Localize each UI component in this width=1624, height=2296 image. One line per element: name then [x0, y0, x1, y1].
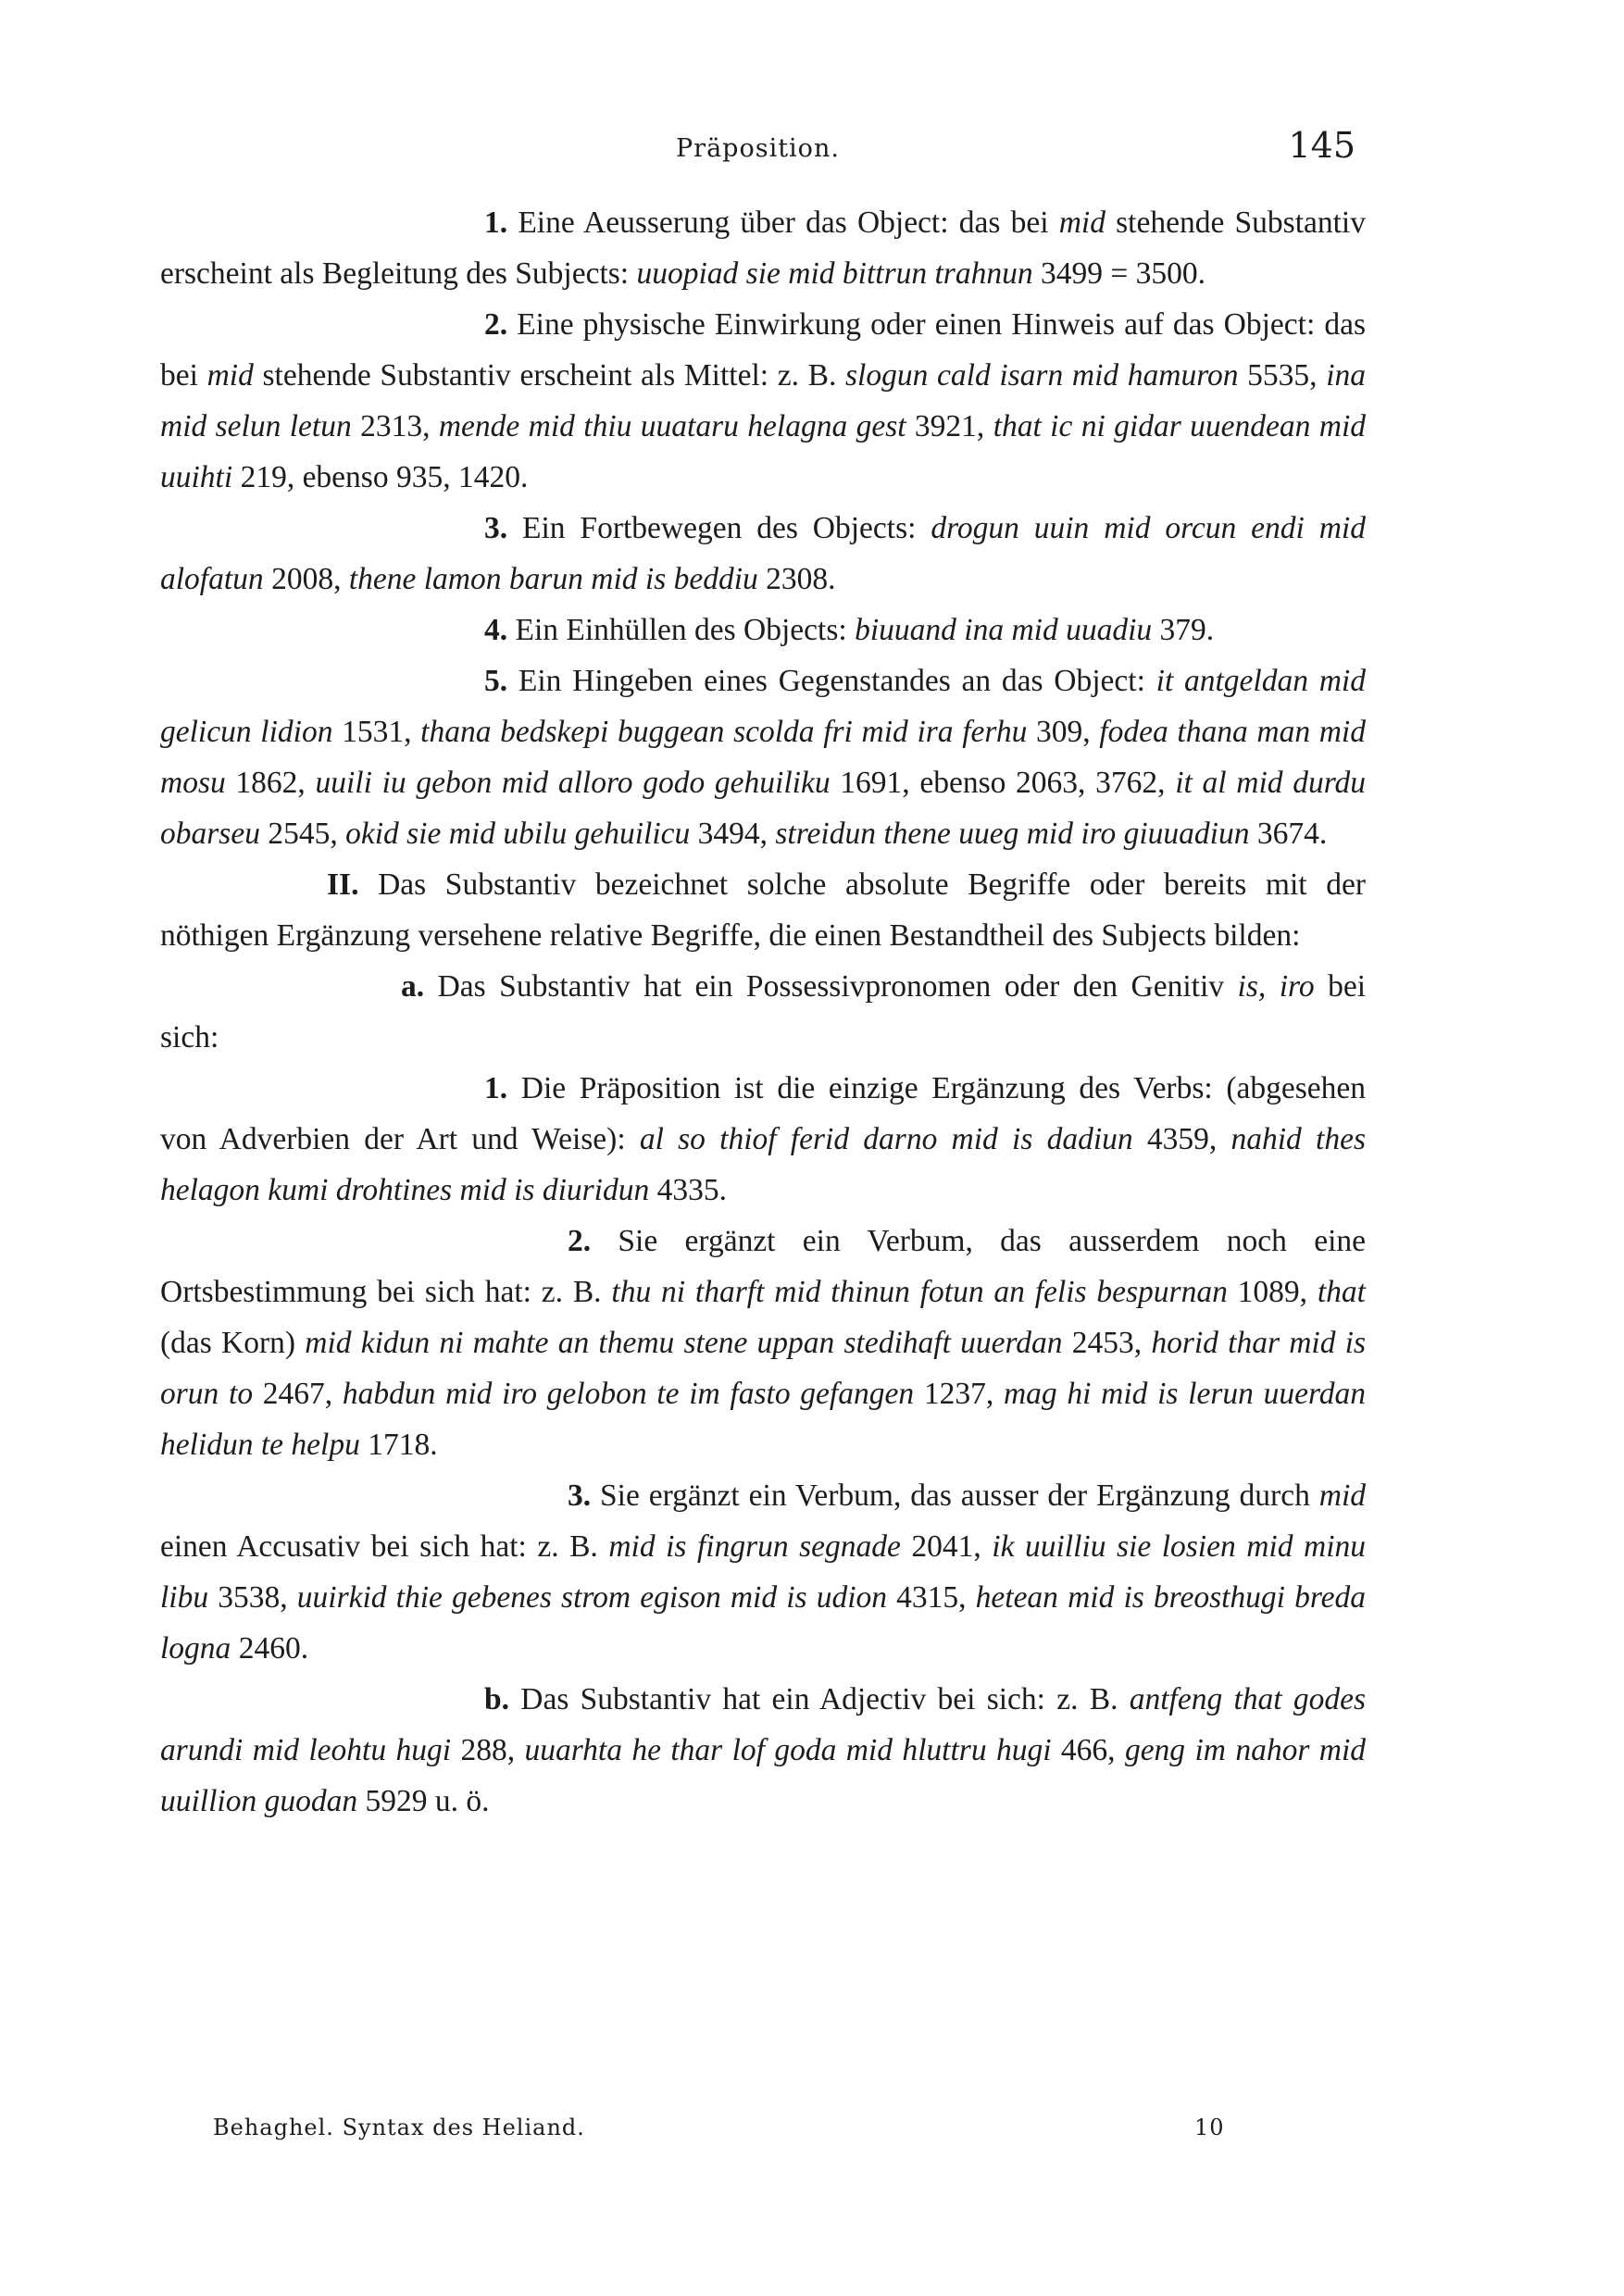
paragraph-text: 3921, — [906, 409, 993, 443]
paragraph-text: Ein Hingeben eines Gegenstandes an das Object: — [507, 664, 1156, 698]
paragraph-number: 2. — [568, 1224, 592, 1258]
paragraph-text: 379. — [1152, 613, 1215, 647]
citation-text: streidun thene uueg mid iro giuuadiun — [775, 817, 1250, 851]
paragraph-text: 2041, — [900, 1529, 993, 1564]
paragraph-number: a. — [401, 969, 425, 1004]
citation-text: drogun uuin mid orcun endi mid alofatun — [160, 511, 1366, 596]
paragraph-8 — [160, 1063, 1366, 1216]
paragraph-number: b. — [484, 1682, 510, 1716]
paragraph-text: 2008, — [263, 562, 349, 596]
citation-text: mid — [1318, 1479, 1366, 1513]
paragraph-text: 4359, — [1132, 1122, 1231, 1156]
paragraph-text: 309, — [1027, 715, 1100, 749]
citation-text: slogun cald isarn mid hamuron — [845, 358, 1239, 393]
citation-text: thene lamon barun mid is beddiu — [348, 562, 758, 596]
paragraph-text: 4315, — [887, 1580, 976, 1615]
paragraph-3 — [160, 503, 1366, 605]
paragraph-text: einen Accusativ bei sich hat: z. B. — [160, 1529, 609, 1564]
citation-text: al so thiof ferid darno mid is dadiun — [639, 1122, 1133, 1156]
citation-text: mag hi mid is lerun uuerdan helidun te helpu — [160, 1377, 1367, 1462]
citation-text: hetean mid is breosthugi breda logna — [160, 1580, 1367, 1666]
paragraph-text: (das Korn) — [160, 1326, 306, 1360]
paragraph-text: Ein Fortbewegen des Objects: — [507, 511, 931, 545]
citation-text: horid thar mid is orun to — [160, 1326, 1366, 1411]
paragraph-4 — [160, 605, 1366, 655]
paragraph-7 — [160, 961, 1366, 1063]
paragraph-text: 288, — [451, 1733, 525, 1767]
paragraph-text: 2467, — [253, 1377, 343, 1411]
page-number: 145 — [1288, 125, 1355, 166]
citation-text: it antgeldan mid gelicun lidion — [160, 664, 1366, 749]
citation-text: geng im nahor mid uuillion guodan — [160, 1733, 1367, 1818]
sheet-number: 10 — [1194, 2115, 1225, 2140]
paragraph-text: bei sich: — [160, 969, 1367, 1054]
paragraph-1 — [160, 197, 1366, 299]
paragraph-text: Sie ergänzt ein Verbum, das ausserdem noch eine Ortsbestimmung bei sich hat: z. B. — [160, 1224, 1366, 1309]
paragraph-text: Das Substantiv bezeichnet solche absolute Begriffe oder bereits mit der nöthigen Ergänzung versehene relative Begriffe, die einen Bestandtheil des Subjects bilden: — [160, 867, 1366, 953]
citation-text: it al mid durdu obarseu — [160, 766, 1366, 851]
citation-text: mende mid thiu uuataru helagna gest — [438, 409, 906, 443]
paragraph-text: Die Präposition ist die einzige Ergänzung des Verbs: (abgesehen von Adverbien der Art und Weise): — [160, 1071, 1366, 1156]
paragraph-text: 1718. — [359, 1428, 438, 1462]
paragraph-text: 2460. — [231, 1631, 309, 1666]
paragraph-text: Sie ergänzt ein Verbum, das ausser der Ergänzung durch — [591, 1479, 1319, 1513]
paragraph-10 — [160, 1470, 1366, 1674]
running-head — [0, 125, 1624, 181]
paragraph-5 — [160, 655, 1366, 859]
paragraph-text: Eine Aeusserung über das Object: das bei — [507, 206, 1059, 240]
citation-text: mid — [206, 358, 254, 393]
citation-text: thu ni tharft mid thinun fotun an felis bespurnan — [611, 1275, 1228, 1309]
paragraph-text: stehende Substantiv erscheint als Begleitung des Subjects: — [160, 206, 1366, 291]
paragraph-11 — [160, 1674, 1366, 1827]
paragraph-6 — [160, 859, 1366, 961]
paragraph-text: 3674. — [1249, 817, 1328, 851]
paragraph-text: 1531, — [332, 715, 421, 749]
paragraph-text: Das Substantiv hat ein Possessivpronomen oder den Genitiv — [424, 969, 1238, 1004]
paragraph-text: 1237, — [914, 1377, 1004, 1411]
citation-text: uuili iu gebon mid alloro godo gehuiliku — [315, 766, 831, 800]
citation-text: is, iro — [1237, 969, 1315, 1004]
paragraph-text: 2308. — [757, 562, 836, 596]
footer — [213, 2115, 1231, 2152]
paragraph-2 — [160, 299, 1366, 503]
paragraph-text: 3499 = 3500. — [1032, 256, 1206, 291]
paragraph-text: 1691, ebenso 2063, 3762, — [830, 766, 1176, 800]
paragraph-text: Das Substantiv hat ein Adjectiv bei sich: z. B. — [509, 1682, 1130, 1716]
paragraph-text: 2453, — [1062, 1326, 1152, 1360]
paragraph-text: 1089, — [1227, 1275, 1318, 1309]
paragraph-text: 5929 u. ö. — [357, 1784, 490, 1818]
paragraph-text: 3494, — [690, 817, 776, 851]
running-head-title: Präposition. — [676, 134, 840, 163]
paragraph-number: 4. — [484, 613, 508, 647]
paragraph-text: 466, — [1051, 1733, 1125, 1767]
paragraph-text: Eine physische Einwirkung oder einen Hinweis auf das Object: das bei — [160, 307, 1366, 393]
citation-text: thana bedskepi buggean scolda fri mid ira ferhu — [420, 715, 1028, 749]
citation-text: biuuand ina mid uuadiu — [855, 613, 1153, 647]
signature-line: Behaghel. Syntax des Heliand. — [213, 2115, 585, 2140]
citation-text: that ic ni gidar uuendean mid uuihti — [160, 409, 1367, 494]
citation-text: uuarhta he thar lof goda mid hluttru hugi — [524, 1733, 1052, 1767]
paragraph-number: 1. — [484, 206, 508, 240]
paragraph-text: 5535, — [1238, 358, 1327, 393]
citation-text: antfeng that godes arundi mid leohtu hugi — [160, 1682, 1366, 1767]
citation-text: nahid thes helagon kumi drohtines mid is diuridun — [160, 1122, 1366, 1207]
paragraph-number: 1. — [484, 1071, 508, 1105]
citation-text: mid kidun ni mahte an themu stene uppan stedihaft uuerdan — [305, 1326, 1063, 1360]
citation-text: ik uuilliu sie losien mid minu libu — [160, 1529, 1367, 1615]
citation-text: okid sie mid ubilu gehuilicu — [345, 817, 691, 851]
paragraph-text: 4335. — [649, 1173, 727, 1207]
paragraph-number: 2. — [484, 307, 508, 342]
paragraph-number: 5. — [484, 664, 508, 698]
citation-text: ina mid selun letun — [160, 358, 1367, 443]
citation-text: mid is fingrun segnade — [608, 1529, 901, 1564]
paragraph-number: 3. — [568, 1479, 592, 1513]
citation-text: fodea thana man mid mosu — [160, 715, 1366, 800]
paragraph-text: 2313, — [351, 409, 439, 443]
paragraph-text: 2545, — [259, 817, 346, 851]
citation-text: uuopiad sie mid bittrun trahnun — [636, 256, 1033, 291]
paragraph-text: Ein Einhüllen des Objects: — [507, 613, 856, 647]
paragraph-text: 3538, — [208, 1580, 297, 1615]
citation-text: that — [1317, 1275, 1366, 1309]
paragraph-text: stehende Substantiv erscheint als Mittel: z. B. — [253, 358, 846, 393]
body-text — [160, 197, 1366, 1827]
paragraph-number: 3. — [484, 511, 508, 545]
paragraph-text: 219, ebenso 935, 1420. — [232, 460, 529, 494]
citation-text: habdun mid iro gelobon te im fasto gefangen — [342, 1377, 915, 1411]
paragraph-9 — [160, 1216, 1366, 1470]
citation-text: uuirkid thie gebenes strom egison mid is udion — [296, 1580, 887, 1615]
paragraph-number: II. — [327, 867, 359, 902]
citation-text: mid — [1058, 206, 1106, 240]
paragraph-text: 1862, — [225, 766, 316, 800]
